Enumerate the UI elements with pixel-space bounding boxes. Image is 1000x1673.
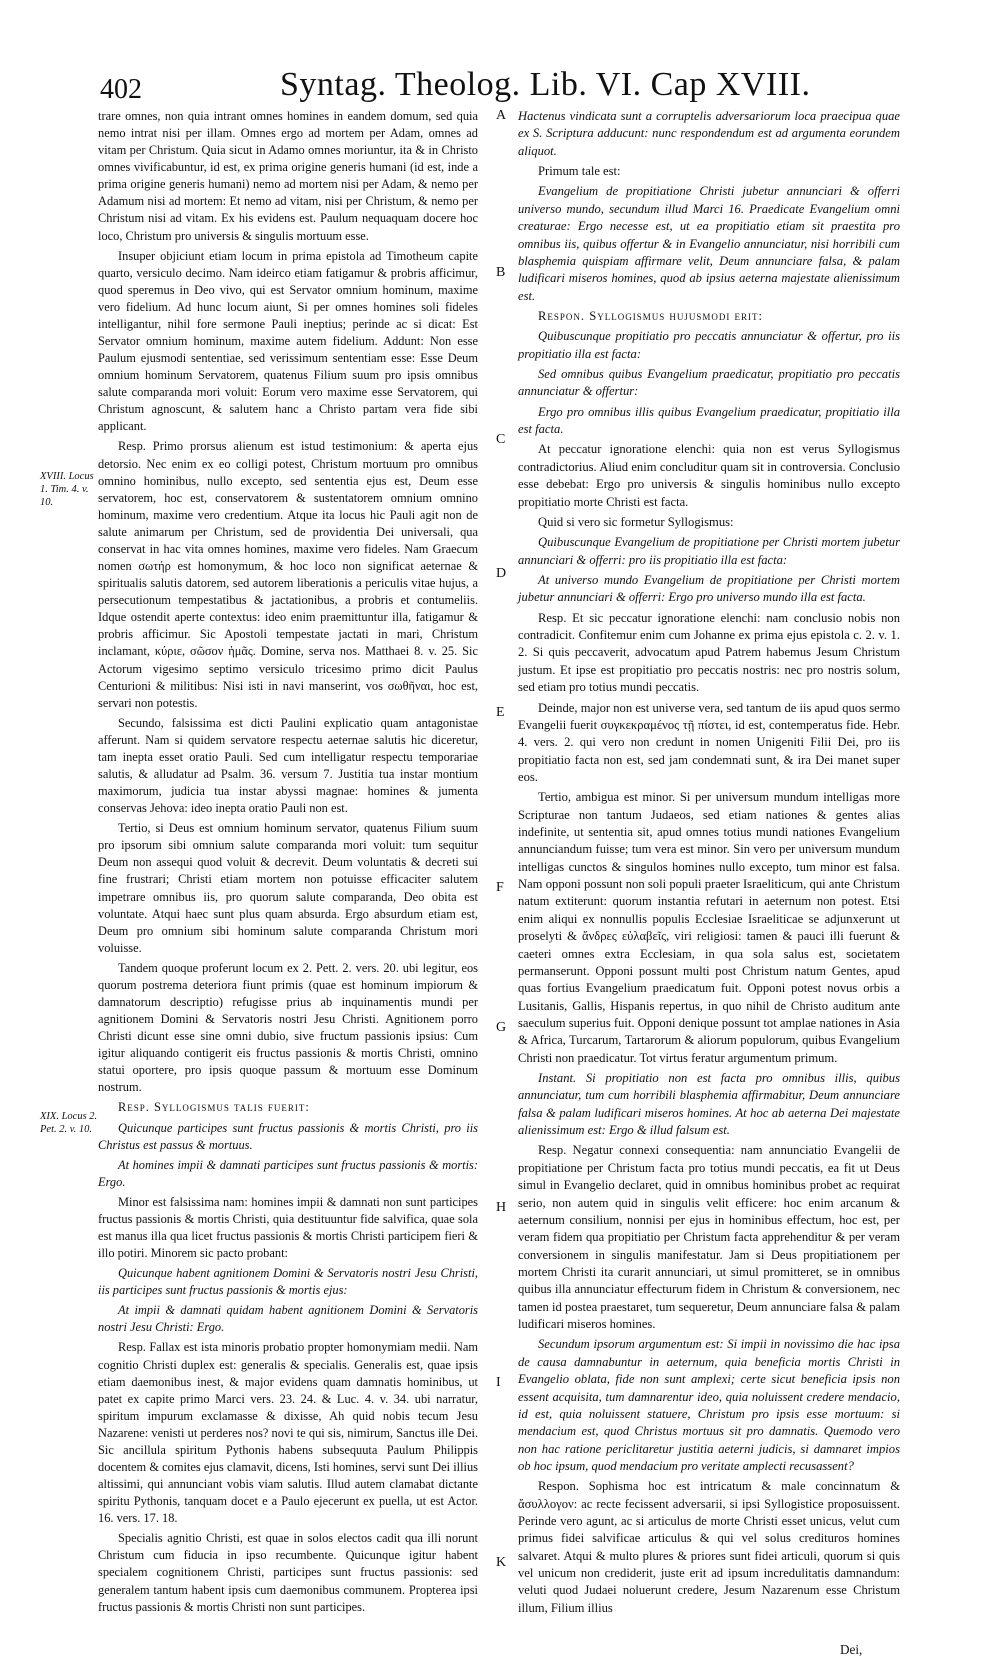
argument: Evangelium de propitiatione Christi jubetur annunciari & offerri universo mundo, secundum illud Marci 16. Praedicate Evangelium omni creaturae: Ergo necesse est, ut ea propitiatio etiam sit praestita pro omnibus iis, quibus offertur & in Evangelio annunciatur, nisi horribili cum blasphemia quispiam affirmare velit, Deum annunciare falsa, & palam ludificari miseros homines, quod ab ipsius aeterna majestate alienissimum est. [518, 184, 900, 303]
paragraph: Tertio, si Deus est omnium hominum servator, quatenus Filium suum pro ipsorum sibi omnium salute comparanda mori voluit: tum sequitur Deum non assequi quod voluit & decrevit. Deum voluntatis & decreti sui fine frustrari; Christi etiam mortem non potuisse efficaciter salutem impetrare omnibus iis, pro quorum salute comparanda, Deo obita est voluntate. Atqui haec sunt plus quam absurda. Ergo absurdum etiam est, Deum pro omnium sibi hominum salute comparanda Christum mori voluisse. [98, 821, 478, 955]
margin-letter: K [496, 1555, 507, 1570]
right-column [518, 108, 900, 1620]
paragraph: Deinde, major non est universe vera, sed tantum de iis apud quos sermo Evangelii fuerit συγκεκραμένος τῇ πίστει, id est, contemperatus fide. Hebr. 4. vers. 2. qui vero non credunt in nomen Unigeniti Filii Dei, pro iis propitiatio facta non est, sed jam condemnati sunt, & ira Dei manet super eos. [518, 700, 900, 784]
syllogism-line: Quibuscunque Evangelium de propitiatione per Christi mortem jubetur annunciari & offerri: pro iis propitiatio illa est facta: [518, 535, 900, 567]
margin-letter: E [496, 705, 505, 720]
argument: Instant. Si propitiatio non est facta pro omnibus illis, quibus annunciatur, tum cum horribili blasphemia affirmabitur, Deum annunciare falsa & palam ludificari miseros homines. At hoc ab aeterna Dei majestate alienissimum est: Ergo & illud falsum est. [518, 1071, 900, 1138]
margin-letter: C [496, 432, 506, 447]
catchword: Dei, [840, 1642, 863, 1657]
paragraph: Insuper objiciunt etiam locum in prima epistola ad Timotheum capite quarto, versiculo decimo. Nam ideirco etiam fatigamur & probris afficimur, quod speremus in Deo vivo, qui est Servator omnium hominum, maxime vero fidelium. Ad hunc locum aiunt, Si per omnes homines soli fideles intelligantur, nihil fore sermone Pauli ineptius; perinde ac si dicat: Est Servator omnium hominum, maxime autem fidelium. Addunt: Non esse Paulum ejusmodi sententiae, sed verissimum sententiam esse: Esse Deum omnium hominum Servatorem, quatenus Filium suum pro ipsis omnibus salute comparanda mori voluit: Eorum vero maxime esse Servatorem, qui Christum agnoscunt, & salutem hanc a Christo partam vera fide sibi applicant. [98, 248, 478, 434]
margin-letter: I [496, 1375, 501, 1390]
margin-letter: F [496, 880, 504, 895]
paragraph: Tertio, ambigua est minor. Si per universum mundum intelligas more Scripturae non tantum Judaeos, sed etiam nationes & gentes alias indefinite, ut sententia sit, apud omnes totius mundi nationes Evangelium annunciandum fuisse; tum vera est minor. Sin vero per universum mundum intelligas cunctos & singulos homines nullo excepto, tum minor est falsa. Nam opponi possunt non soli populi praeter Israeliticum, qui ante Christum natum extiterunt: quorum instantia refutari in aeternum non potest. Etsi enim aliqui ex nonnullis populis Ecclesiae Israeliticae se adjunxerunt ut proselyti & ἄνδρες εὐλαβεῖς, viri religiosi: tamen & pauci illi fuerunt & caeteri omnes extra Ecclesiam, in qua sola salus est, societatem permanserunt. Opponi possunt multi post Christum natum Gentes, apud quas fortius Evangelium praedicatum fuit. Opponi potest novus orbis a Lusitanis, Gallis, Hispanis repertus, in quo nihil de Christo auditum ante saeculum superius fuit. Opponi denique possunt tot amplae nationes in Asia & Africa, Turcarum, Tartarorum & aliorum populorum, quibus Evangelium Christi non praedicatur. Tot virtus feratur argumentum primum. [518, 790, 900, 1065]
margin-notes [40, 0, 98, 1673]
paragraph: Resp. Syllogismus talis fuerit: [118, 1100, 310, 1115]
syllogism-line: At impii & damnati quidam habent agnitionem Domini & Servatoris nostri Jesu Christi: Ergo. [98, 1303, 478, 1335]
paragraph: Resp. Primo prorsus alienum est istud testimonium: & aperta ejus detorsio. Nec enim ex eo colligi potest, Christum mortuum pro omnibus omnino hominibus, nullo excepto, sed sententia ejus est, Deum esse servatorem, hoc est, conservatorem & sustentatorem omnium omnino hominum, maxime vero credentium. Atque ita locus hic Pauli agit non de salute animarum per Christum, sed de providentia Dei universali, qua conservat in hac vita omnes homines, maxime vero fideles. Nam Graecum nomen σωτήρ est homonymum, & hoc loco non significat aeternae & spiritualis salutis datorem, sed autorem liberationis a periculis vitae hujus, a persecutionum tempestatibus & jactationibus, a probris et contumeliis. Idque ostendit aperte contextus: ideo enim praemittuntur illa, fatigamur & probris afficimur. Sic Apostoli tempestate jactati in mari, Christum inclamant, κύριε, σῶσον ἡμᾶς. Domine, serva nos. Matthaei 8. v. 25. Sic Actorum vigesimo septimo versiculo tricesimo primo dicit Paulus Centurioni & militibus: Nisi isti in navi manserint, vos σωθῆναι, hoc est, servari non potestis. [98, 439, 478, 710]
syllogism-line: Quicunque participes sunt fructus passionis & mortis Christi, pro iis Christus est passus & mortuus. [98, 1120, 478, 1152]
paragraph: Minor est falsissima nam: homines impii & damnati non sunt participes fructus passionis & mortis Christi, quia destituuntur fide salvifica, quae sola est manus illa qua licet fructus passionis & mortis Christi participem fieri & illo potiri. Minorem sic pacto probant: [98, 1194, 478, 1261]
page-number: 402 [100, 74, 142, 105]
margin-note-locus-19: XIX. Locus 2. Pet. 2. v. 10. [40, 1111, 98, 1135]
syllogism-line: Quicunque habent agnitionem Domini & Servatoris nostri Jesu Christi, iis participes sunt fructus passionis & mortis ejus: [98, 1266, 478, 1298]
syllogism-line: At universo mundo Evangelium de propitiatione per Christi mortem jubetur annunciari & offerri: Ergo pro universo mundo illa est facta. [518, 572, 900, 605]
syllogism-line: Sed omnibus quibus Evangelium praedicatur, propitiatio pro peccatis annunciatur & offertur: [518, 367, 900, 399]
paragraph: trare omnes, non quia intrant omnes homines in eandem domum, sed quia nemo intrat nisi per illam. Omnes ergo ad mortem per Adam, omnes ad vitam per Christum. Quia sicut in Adamo omnes moriuntur, ita & in Christo omnes vivificabuntur, id est, ex prima origine generis humani (id est, inde a prima origine generis humani) nemo ad mortem nisi per Adam, & nemo per Adamum nisi ad mortem: Et nemo ad vitam, nisi per Christum, & nemo per Christum nisi ad vitam. Ex his evidens est. Paulum nequaquam docere hoc loco, Christum pro universis & singulis mortuum esse. [98, 109, 478, 243]
syllogism-line: At homines impii & damnati participes sunt fructus passionis & mortis: Ergo. [98, 1157, 478, 1189]
paragraph: Specialis agnitio Christi, est quae in solos electos cadit qua illi norunt Christum cum fiducia in ipso recumbente. Quicunque igitur habent specialem cognitionem Christi, participes sunt fructus passionis: sed generalem tantum habent ipsis cum daemonibus communem. Propterea ipsi fructus passionis & mortis Christi non sunt participes. [98, 1531, 478, 1614]
section-intro: Hactenus vindicata sunt a corruptelis adversariorum loca praecipua quae ex S. Scriptura adducunt: nunc respondendum est ad argumenta eorundem aliquot. [518, 109, 900, 158]
paragraph: Respon. Sophisma hoc est intricatum & male concinnatum & ἄσυλλογον: ac recte fecissent adversarii, si ipsi Syllogistice proposuissent. Perinde vero agunt, ac si articulus de morte Christi esset unicus, velut cum primus fidei salvificae articulus & qui vel solus credituros homines salvaret. Atqui & multo plures & priores sunt fidei articuli, quorum si quis vel unicum non crediderit, juste erit ad ipsum incredulitatis damnandum: veluti quod Judaei noluerunt credere, Jesum Nazarenum esse Christum illum, Filium illius [518, 1479, 900, 1615]
paragraph: Resp. Fallax est ista minoris probatio propter homonymiam medii. Nam cognitio Christi duplex est: generalis & specialis. Generalis est, quae ipsis etiam daemonibus inest, & major evidens quam damnatis hominibus, ut patet ex capite primo Marci vers. 23. 24. & Luc. 4. v. 34. ubi narratur, spiritum impurum exclamasse & dixisse, Ah quid nobis tecum Jesu Nazarene: venisti ut perderes nos? novi te qui sis, nimirum, Sanctus ille Dei. Sic ancillula spiritum Pythonis habens subsequuta Paulum Philippis docentem & comites ejus clamavit, dicens, Isti homines, servi sunt Dei illius altissimi, qui annunciant vobis viam salutis. Illud autem clamabat dictante spiritu Pythonis, tanquam docet e a Paulo ejecerunt ex puella, ut est Actor. 16. vers. 17. 18. [98, 1340, 478, 1526]
margin-note-locus-18: XVIII. Locus 1. Tim. 4. v. 10. [40, 471, 94, 508]
paragraph: Tandem quoque proferunt locum ex 2. Pett. 2. vers. 20. ubi legitur, eos quorum postrema deteriora fiunt primis (quae est hominum impiorum & damnatorum descriptio) refugisse prius ab inquinamentis mundi per agnitionem Domini & Servatoris nostri Jesu Christi. Agnitionem porro Christi dicunt esse sine omni dubio, sive fructum passionis ipsius: Cum igitur aliquando contigerit eis fructus passionis & mortis Christi, omnino statui oportere, pro ipsis quoque passum & mortuum esse Dominum nostrum. [98, 960, 478, 1095]
syllogism-line: Ergo pro omnibus illis quibus Evangelium praedicatur, propitiatio illa est facta. [518, 404, 900, 437]
running-title: Syntag. Theolog. Lib. VI. Cap XVIII. [280, 66, 811, 103]
paragraph: Secundo, falsissima est dicti Paulini explicatio quam antagonistae afferunt. Nam si quidem servatore respectu aeternae salutis hic diceretur, tam inepta esset oratio Pauli. Sed cum intelligatur respectu temporariae salutis, & alludatur ad Psalm. 36. versum 7. Justitia tua instar montium maximorum, judicia tua instar abyssi magnae: homines & jumenta conservas Jehova: ideo inepta oratio Pauli non est. [98, 715, 478, 816]
margin-letter: A [496, 108, 507, 123]
paragraph: Resp. Et sic peccatur ignoratione elenchi: nam conclusio nobis non contradicit. Confitemur enim cum Johanne ex prima ejus epistola c. 2. v. 1. 2. Si quis peccaverit, advocatum apud Patrem habemus Jesum Christum justum. Et ipse est propitiatio pro peccatis nostris: nec pro nostris solum, sed etiam pro totius mundi peccatis. [518, 610, 900, 695]
paragraph: Quid si vero sic formetur Syllogismus: [538, 514, 734, 529]
paragraph: Resp. Negatur connexi consequentia: nam annunciatio Evangelii de propitiatione per Christum facta pro totius mundi peccatis, ea fit ut Deus simul in Evangelio declaret, quid in omnibus hominibus probet ac requirat serio, non autem quid in singulis velit efficere: hoc enim arcanum & aeternum consilium, nonnisi per ejus in hominibus effectum, hoc est, per veram fidem qua propitiatio per Christum facta apprehenditur & per veram conversionem in singulis manifestatur. Jam si Deus propitiationem per mortem Christi ita curarit annunciari, ut simul promitteret, se in omnibus quibus illa annunciatur effecturum fidem in Christum & conversionem, nec tamen id postea praestaret, tum sequeretur, Deum annunciare falsa & palam ludificari miseros homines. [518, 1143, 900, 1332]
paragraph: Respon. Syllogismus hujusmodi erit: [538, 308, 764, 323]
left-column [98, 108, 478, 1619]
margin-letter: H [496, 1200, 507, 1215]
margin-letter: D [496, 566, 507, 581]
paragraph: At peccatur ignoratione elenchi: quia non est verus Syllogismus contradictorius. Aliud enim concluditur quam sit in controversia. Conclusio esse debebat: Ergo pro universis & singulis hominibus nullo excepto propitiatio morte Christi est facta. [518, 442, 900, 509]
margin-letter-gutter [496, 0, 512, 1673]
margin-letter: B [496, 265, 506, 280]
paragraph: Primum tale est: [538, 164, 621, 179]
margin-letter: G [496, 1020, 507, 1035]
argument: Secundum ipsorum argumentum est: Si impii in novissimo die hac ipsa de causa damnabuntur in aeternum, quia beneficia mortis Christi in Evangelio oblata, fide non sunt amplexi; certe sicut beneficia ipsis non essent acquisita, tum damnarentur ideo, quia noluissent credere mendacio, id est, quia noluissent statuere, Christum pro ipsis esse mortuum: si mendacium est, quod Christus mortuus sit pro damnatis. Quemodo vero non hac ratione periclitaretur justitia aeterni judicis, si damnaret impios ob hoc ipsum, quod mendacium pro veritate amplecti recusassent? [518, 1337, 900, 1473]
syllogism-line: Quibuscunque propitiatio pro peccatis annunciatur & offertur, pro iis propitiatio illa est facta: [518, 329, 900, 361]
